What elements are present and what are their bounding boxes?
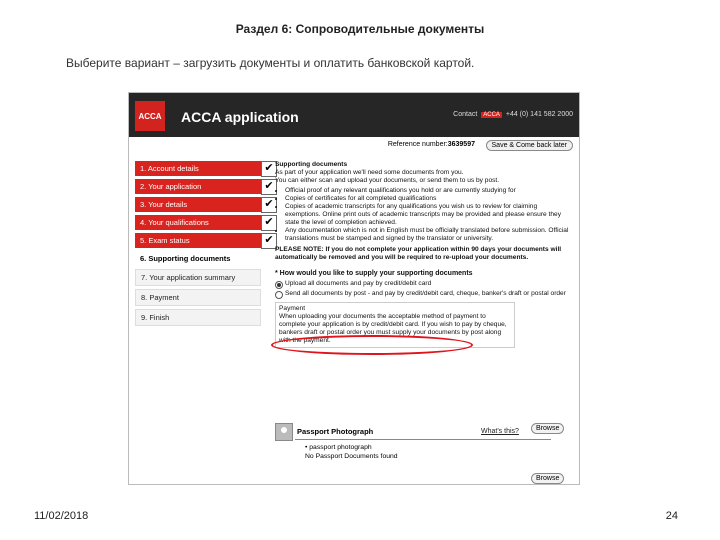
option-upload-label: Upload all documents and pay by credit/debit card <box>285 280 432 287</box>
contact-info <box>453 111 573 118</box>
passport-item-label: passport photograph <box>309 444 372 451</box>
payment-heading: Payment <box>279 305 306 312</box>
option-send-by-post[interactable] <box>275 290 571 298</box>
intro-text-2: You can either scan and upload your documents, or send them to us by post. <box>275 177 500 184</box>
divider <box>295 439 551 440</box>
supply-question: * How would you like to supply your supporting documents <box>275 270 473 277</box>
person-icon <box>275 423 293 441</box>
payment-text: When uploading your documents the acceptable method of payment to complete your application is by credit/debit card. If you wish to pay by cheque, bankers draft or postal order you must supply your documents by post along with the payment. <box>279 313 507 344</box>
step-item[interactable] <box>135 197 274 212</box>
intro-text-1: As part of your application we'll need some documents from you. <box>275 169 464 176</box>
step-label: 3. Your details <box>140 200 188 209</box>
reference-bar <box>129 137 579 155</box>
app-title: ACCA application <box>181 109 299 125</box>
step-label: 2. Your application <box>140 182 202 191</box>
checkmark-icon: ✔ <box>261 215 277 231</box>
footer-date: 11/02/2018 <box>34 510 89 522</box>
radio-icon[interactable] <box>275 291 283 299</box>
list-item: • Copies of certificates for all completed qualifications <box>285 195 571 203</box>
passport-photograph-section <box>275 423 571 460</box>
step-item[interactable] <box>135 269 261 286</box>
checkmark-icon: ✔ <box>261 197 277 213</box>
step-label: 9. Finish <box>141 313 170 322</box>
please-note: PLEASE NOTE: If you do not complete your application within 90 days your documents will automatically be removed and you will be required to re-upload your documents. <box>275 246 562 261</box>
step-item <box>135 251 261 266</box>
reference-label: Reference number: <box>387 141 448 148</box>
slide-subtitle: Выберите вариант – загрузить документы и оплатить банковской картой. <box>66 56 475 70</box>
passport-item: • passport photograph <box>305 444 372 451</box>
requirements-list <box>275 187 571 243</box>
contact-prefix: Contact <box>453 111 478 118</box>
step-item[interactable] <box>135 309 261 326</box>
save-and-come-back-button[interactable]: Save & Come back later <box>486 140 573 151</box>
passport-header <box>275 423 571 441</box>
checkmark-icon: ✔ <box>261 233 277 249</box>
reference-value: 3639597 <box>447 141 475 148</box>
option-post-label: Send all documents by post - and pay by credit/debit card, cheque, banker's draft or postal order <box>285 290 566 297</box>
step-label: 8. Payment <box>141 293 179 302</box>
contact-phone: +44 (0) 141 582 2000 <box>505 111 573 118</box>
screenshot-frame <box>128 92 580 485</box>
list-item: • Official proof of any relevant qualifications you hold or are currently studying for <box>285 187 571 195</box>
slide-title: Раздел 6: Сопроводительные документы <box>235 22 485 36</box>
app-header <box>129 93 579 137</box>
step-item[interactable] <box>135 233 274 248</box>
step-label: 6. Supporting documents <box>140 254 231 263</box>
step-label: 5. Exam status <box>140 236 190 245</box>
step-item[interactable] <box>135 215 274 230</box>
list-item: • Any documentation which is not in English must be officially translated before submission. Official translations must be stamped and signed by the translator or university. <box>285 227 571 243</box>
supporting-documents-content <box>275 161 571 348</box>
page-number: 24 <box>665 510 678 522</box>
highlight-ellipse <box>271 335 473 355</box>
passport-list <box>305 443 398 461</box>
contact-tag: ACCA <box>483 112 500 118</box>
step-item[interactable] <box>135 161 274 176</box>
passport-title: Passport Photograph <box>297 427 374 436</box>
section-heading: Supporting documents <box>275 161 348 168</box>
step-label: 4. Your qualifications <box>140 218 209 227</box>
reference-number <box>388 141 475 148</box>
passport-status: No Passport Documents found <box>305 453 398 460</box>
browse-button[interactable]: Browse <box>531 423 564 434</box>
step-label: 7. Your application summary <box>141 273 236 282</box>
checkmark-icon: ✔ <box>261 161 277 177</box>
checkmark-icon: ✔ <box>261 179 277 195</box>
whats-this-link[interactable]: What's this? <box>481 428 519 435</box>
browse-button[interactable]: Browse <box>531 473 564 484</box>
step-item[interactable] <box>135 289 261 306</box>
acca-logo: ACCA <box>135 101 165 131</box>
radio-icon[interactable] <box>275 281 283 289</box>
step-item[interactable] <box>135 179 274 194</box>
step-label: 1. Account details <box>140 164 199 173</box>
list-item: • Copies of academic transcripts for any qualifications you wish us to review for claiming exemptions. Online print outs of academic transcripts may be provided and please ensure they state the level of completion achieved. <box>285 203 571 227</box>
option-upload-and-pay[interactable] <box>275 280 571 288</box>
steps-sidebar <box>135 161 274 329</box>
